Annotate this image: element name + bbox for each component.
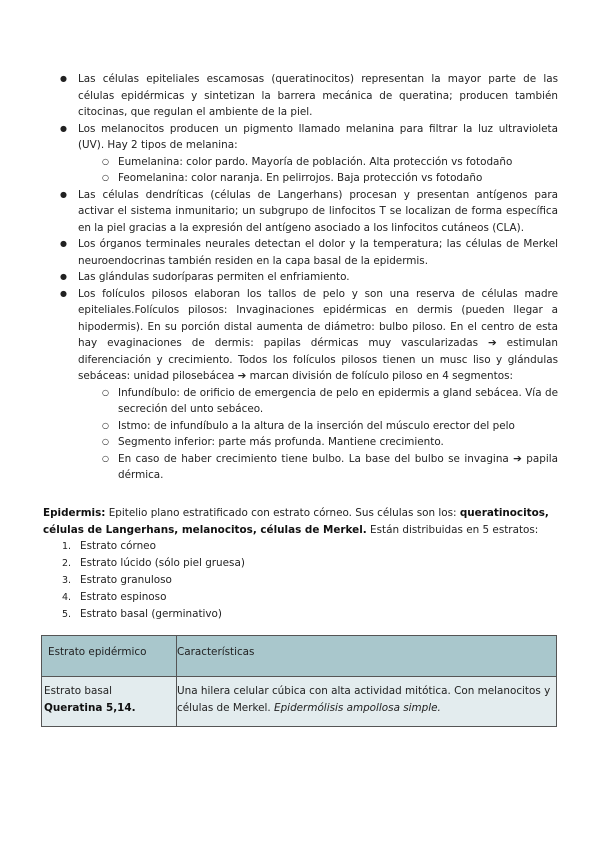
- list-item: ● Las células dendríticas (células de Langerhans) procesan y presentan antígenos para activar el sistema inmunitario; un subgrupo de linfocitos T se localizan de forma específica en la piel gracias a la expresión del antígeno asociado a los linfocitos cutáneos (CLA).: [58, 187, 558, 237]
- table-header-row: [42, 636, 557, 677]
- table-cell: Una hilera celular cúbica con alta actividad mitótica. Con melanocitos y células de Merkel. Epidermólisis ampollosa simple.: [177, 677, 557, 727]
- cell-types-list: [58, 71, 558, 484]
- list-item: ○ Eumelanina: color pardo. Mayoría de población. Alta protección vs fotodaño: [78, 154, 558, 171]
- table-cell: Estrato basal Queratina 5,14.: [42, 677, 177, 727]
- list-item: ● Los folículos pilosos elaboran los tallos de pelo y son una reserva de células madre epiteliales.Folículos pilosos: Invaginaciones epidérmicas en dermis (pueden llegar a hipodermis). En su porción distal aumenta de diámetro: bulbo piloso. En el centro de esta hay evaginaciones de dermis: papilas dérmicas muy vascularizadas ➔ estimulan diferenciación y crecimiento. Todos los folículos pilosos tienen un musc liso y glándulas sebáceas: unidad pilosebácea ➔ marcan división de folículo piloso en 4 segmentos: ○ Infundíbulo: de orificio de emergencia de pelo en epidermis a gland sebácea. Vía de secreción del unto sebáceo. ○ Istmo: de infundíbulo a la altura de la inserción del músculo erector del pelo ○ Segmento inferior: parte más profunda. Mantiene crecimiento. ○ En caso de haber crecimiento tiene bulbo. La base del bulbo se invagina ➔ papila dérmica.: [58, 286, 558, 484]
- strata-list: [62, 538, 245, 623]
- strata-table: [41, 635, 557, 727]
- list-item: 1. Estrato córneo: [62, 540, 156, 552]
- list-item: ○ Infundíbulo: de orificio de emergencia de pelo en epidermis a gland sebácea. Vía de secreción del unto sebáceo.: [78, 385, 558, 418]
- header-cell: Características: [177, 636, 557, 677]
- epidermis-label: Epidermis:: [43, 507, 106, 519]
- list-item: 3. Estrato granuloso: [62, 574, 172, 586]
- list-item: 4. Estrato espinoso: [62, 591, 167, 603]
- list-item: ● Las glándulas sudoríparas permiten el enfriamiento.: [58, 269, 558, 286]
- melanin-types-list: [78, 154, 558, 187]
- epidermis-paragraph: Epidermis: Epitelio plano estratificado con estrato córneo. Sus células son los: queratinocitos, células de Langerhans, melanocitos, células de Merkel. Están distribuidas en 5 estratos:: [43, 507, 549, 536]
- list-item: ○ En caso de haber crecimiento tiene bulbo. La base del bulbo se invagina ➔ papila dérmica.: [78, 451, 558, 484]
- epidermis-cells: queratinocitos, células de Langerhans, melanocitos, células de Merkel.: [43, 507, 549, 536]
- list-item: ● Los órganos terminales neurales detectan el dolor y la temperatura; las células de Merkel neuroendocrinas también residen en la capa basal de la epidermis.: [58, 236, 558, 269]
- header-cell: Estrato epidérmico: [42, 636, 177, 677]
- table-row: [42, 677, 557, 727]
- list-item: 5. Estrato basal (germinativo): [62, 608, 222, 620]
- list-item: ○ Segmento inferior: parte más profunda. Mantiene crecimiento.: [78, 434, 558, 451]
- list-item: ● Los melanocitos producen un pigmento llamado melanina para filtrar la luz ultravioleta (UV). Hay 2 tipos de melanina: ○ Eumelanina: color pardo. Mayoría de población. Alta protección vs fotodaño ○ Feomelanina: color naranja. En pelirrojos. Baja protección vs fotodaño: [58, 121, 558, 187]
- list-item: ○ Feomelanina: color naranja. En pelirrojos. Baja protección vs fotodaño: [78, 170, 558, 187]
- list-item: 2. Estrato lúcido (sólo piel gruesa): [62, 557, 245, 569]
- follicle-segments-list: [78, 385, 558, 484]
- list-item: ● Las células epiteliales escamosas (queratinocitos) representan la mayor parte de las células epidérmicas y sintetizan la barrera mecánica de queratina; producen también citocinas, que regulan el ambiente de la piel.: [58, 71, 558, 121]
- list-item: ○ Istmo: de infundíbulo a la altura de la inserción del músculo erector del pelo: [78, 418, 558, 435]
